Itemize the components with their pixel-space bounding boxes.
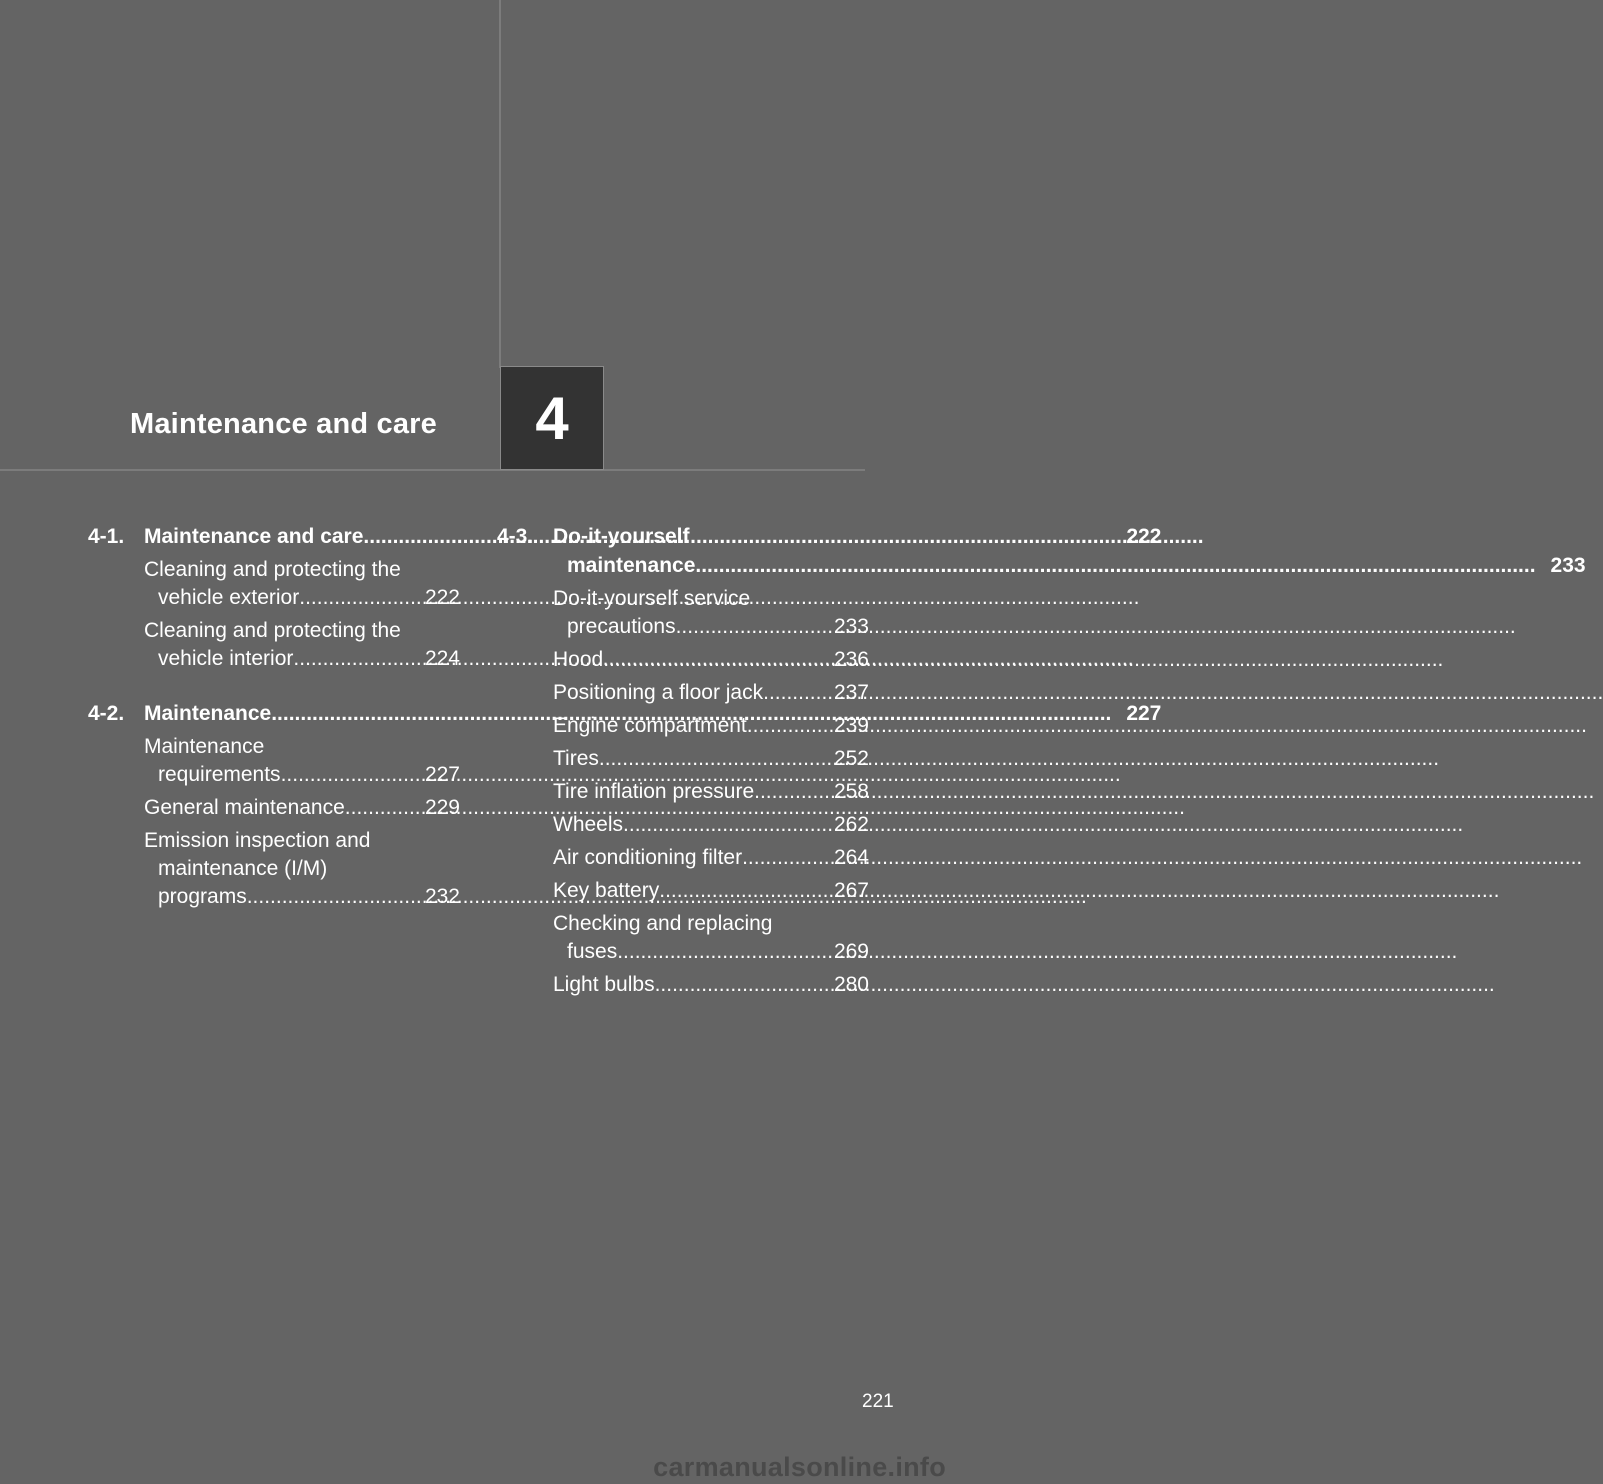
section-title: Maintenance and care — [144, 525, 364, 548]
entry-text: Cleaning and protecting the — [144, 558, 401, 581]
toc-entry[interactable] — [144, 827, 460, 911]
chapter-title: Maintenance and care — [130, 408, 437, 440]
entry-page: 232 — [424, 885, 460, 908]
entry-text: Cleaning and protecting the — [144, 619, 401, 642]
entry-page: 267 — [833, 879, 869, 902]
section-page: 233 — [1550, 554, 1586, 577]
entry-page: 229 — [424, 796, 460, 819]
section-number: 4-3. — [497, 525, 534, 548]
toc-entry[interactable] — [553, 811, 869, 839]
toc-entry[interactable] — [553, 910, 869, 966]
toc-entry[interactable] — [144, 617, 460, 673]
entry-text: General maintenance — [144, 796, 345, 819]
entry-page: 224 — [424, 647, 460, 670]
entry-text: Tire inflation pressure — [553, 780, 755, 803]
toc-entry[interactable] — [553, 778, 869, 806]
entry-text: Engine compartment — [553, 714, 747, 737]
entry-page: 264 — [833, 846, 869, 869]
entry-text: vehicle exterior — [158, 586, 300, 609]
entry-page: 252 — [833, 747, 869, 770]
toc-entry[interactable] — [144, 733, 460, 789]
section-page: 222 — [1126, 525, 1162, 548]
entry-text: Wheels — [553, 813, 624, 836]
toc-entry[interactable] — [553, 844, 869, 872]
toc-entry[interactable] — [553, 745, 869, 773]
vertical-rule — [499, 0, 501, 368]
entry-text: Emission inspection and — [144, 829, 371, 852]
watermark: carmanualsonline.info — [653, 1452, 946, 1482]
entry-page: 236 — [833, 648, 869, 671]
entry-page: 227 — [424, 763, 460, 786]
entry-text: Maintenance — [144, 735, 265, 758]
entry-text: Light bulbs — [553, 973, 655, 996]
entry-text: Tires — [553, 747, 599, 770]
entry-page: 258 — [833, 780, 869, 803]
entry-text: Key battery — [553, 879, 660, 902]
toc-entry[interactable] — [553, 646, 869, 674]
entry-text: programs — [158, 885, 247, 908]
entry-page: 222 — [424, 586, 460, 609]
toc-entry[interactable] — [144, 794, 460, 822]
entry-text: vehicle interior — [158, 647, 294, 670]
toc-entry[interactable] — [553, 679, 869, 707]
entry-text: Positioning a floor jack — [553, 681, 764, 704]
entry-page: 269 — [833, 940, 869, 963]
section-title: Do-it-yourself — [553, 525, 690, 548]
entry-page: 239 — [833, 714, 869, 737]
entry-page: 237 — [833, 681, 869, 704]
entry-page: 280 — [833, 973, 869, 996]
toc-entry[interactable] — [553, 971, 869, 999]
entry-text: requirements — [158, 763, 281, 786]
entry-page: 262 — [833, 813, 869, 836]
entry-page: 233 — [833, 615, 869, 638]
entry-text: Hood — [553, 648, 604, 671]
toc-entry[interactable] — [553, 585, 869, 641]
section-title: maintenance — [567, 554, 696, 577]
entry-text: Do-it-yourself service — [553, 587, 751, 610]
section-number: 4-1. — [88, 525, 125, 548]
entry-text: fuses — [567, 940, 618, 963]
entry-text: precautions — [567, 615, 676, 638]
section-page: 227 — [1126, 702, 1162, 725]
toc-entry[interactable] — [553, 877, 869, 905]
section-number: 4-2. — [88, 702, 125, 725]
toc-entry[interactable] — [553, 712, 869, 740]
entry-text: Air conditioning filter — [553, 846, 743, 869]
section-title: Maintenance — [144, 702, 272, 725]
page-number: 221 — [862, 1391, 894, 1412]
toc-entry[interactable] — [144, 556, 460, 612]
entry-text: maintenance (I/M) — [158, 857, 328, 880]
horizontal-rule — [0, 469, 865, 471]
chapter-number-badge: 4 — [500, 366, 604, 470]
entry-text: Checking and replacing — [553, 912, 773, 935]
